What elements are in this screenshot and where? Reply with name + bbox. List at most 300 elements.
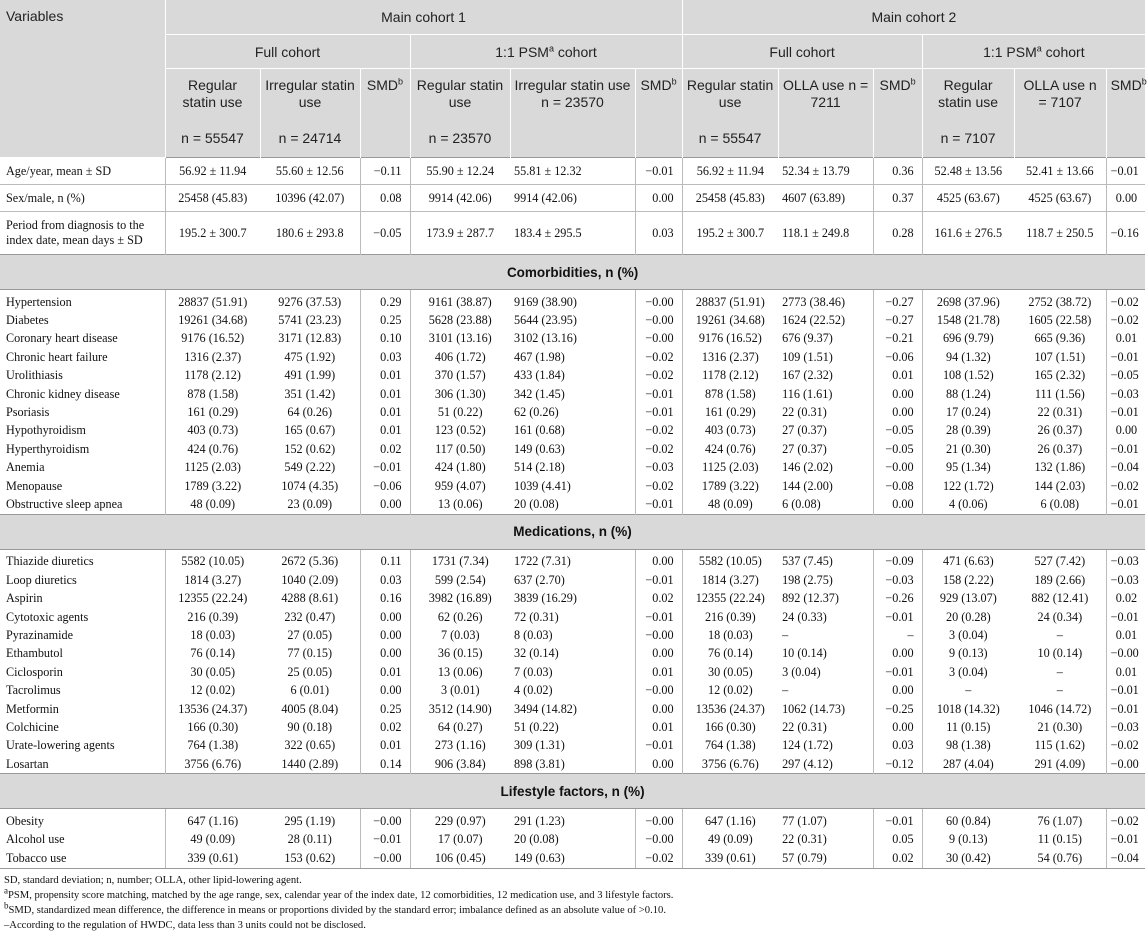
- table-cell: 106 (0.45): [410, 849, 510, 868]
- table-cell: −0.03: [1106, 385, 1145, 403]
- table-cell: 90 (0.18): [287, 719, 333, 734]
- table-cell: 118.7 ± 250.5: [1014, 212, 1106, 255]
- table-cell: −0.03: [1106, 571, 1145, 589]
- table-cell: 22 (0.31): [782, 719, 827, 734]
- table-cell: 0.36: [873, 158, 922, 185]
- table-cell: −0.16: [1106, 212, 1145, 255]
- table-cell: 0.00: [873, 718, 922, 736]
- table-cell: 5582 (10.05): [682, 549, 778, 571]
- table-cell: 514 (2.18): [514, 460, 565, 475]
- table-cell: 49 (0.09): [165, 831, 260, 849]
- table-cell: 403 (0.73): [682, 422, 778, 440]
- row-label: Urate-lowering agents: [6, 738, 115, 753]
- table-cell: 116 (1.61): [782, 386, 833, 401]
- table-cell: −0.00: [635, 311, 682, 329]
- table-cell: 26 (0.37): [1037, 423, 1083, 438]
- table-cell: 3171 (12.83): [278, 331, 342, 346]
- table-row: [0, 831, 1145, 849]
- table-cell: 8 (0.03): [514, 627, 553, 642]
- table-cell: 49 (0.09): [682, 831, 778, 849]
- c2-full-regular-header: Regular statin use: [682, 69, 778, 120]
- table-cell: 152 (0.62): [284, 441, 336, 456]
- c2-psm-cohort-header: 1:1 PSM$^a$ cohort: [922, 35, 1145, 69]
- table-cell: 149 (0.63): [510, 849, 635, 868]
- table-cell: –: [1056, 683, 1063, 698]
- table-cell: 433 (1.84): [514, 368, 565, 383]
- table-cell: 36 (0.15): [410, 645, 510, 663]
- table-cell: 3756 (6.76): [682, 755, 778, 774]
- row-label: Loop diuretics: [6, 572, 77, 587]
- row-label: Menopause: [6, 478, 63, 493]
- row-label: Psoriasis: [6, 405, 50, 420]
- table-cell: 55.90 ± 12.24: [410, 158, 510, 185]
- table-cell: 95 (1.34): [922, 459, 1014, 477]
- table-cell: −0.04: [1106, 459, 1145, 477]
- section-title: Comorbidities, n (%): [0, 255, 1145, 290]
- row-label: Chronic heart failure: [6, 349, 108, 364]
- table-cell: −0.01: [635, 403, 682, 421]
- c2-full-olla-header: OLLA use n = 7211: [778, 69, 873, 158]
- table-cell: 0.16: [360, 589, 410, 607]
- table-cell: −0.00: [873, 459, 922, 477]
- table-cell: −0.04: [1106, 849, 1145, 868]
- table-cell: 22 (0.31): [782, 405, 827, 420]
- table-cell: 10 (0.14): [1037, 646, 1083, 661]
- table-cell: 25 (0.05): [287, 664, 333, 679]
- table-cell: 291 (4.09): [1034, 756, 1086, 771]
- table-cell: 183.4 ± 295.5: [510, 212, 635, 255]
- table-cell: 1316 (2.37): [165, 348, 260, 366]
- c2-psm-regular-header: Regular statin use: [922, 69, 1014, 120]
- table-cell: 309 (1.31): [514, 738, 565, 753]
- table-cell: 0.10: [360, 330, 410, 348]
- table-cell: 98 (1.38): [922, 737, 1014, 755]
- table-cell: 339 (0.61): [682, 849, 778, 868]
- table-cell: 7 (0.03): [514, 664, 553, 679]
- table-cell: 64 (0.26): [287, 405, 333, 420]
- table-cell: –: [873, 626, 922, 644]
- table-row: [0, 495, 1145, 514]
- table-cell: −0.01: [635, 495, 682, 514]
- row-label: Hyperthyroidism: [6, 441, 90, 456]
- table-cell: 0.01: [360, 663, 410, 681]
- table-row: [0, 290, 1145, 312]
- table-cell: 696 (9.79): [922, 330, 1014, 348]
- table-cell: 5741 (23.23): [278, 313, 342, 328]
- table-cell: 18 (0.03): [165, 626, 260, 644]
- table-cell: 3101 (13.16): [410, 330, 510, 348]
- table-cell: 77 (1.07): [782, 814, 827, 829]
- table-cell: 7 (0.03): [410, 626, 510, 644]
- table-cell: 117 (0.50): [410, 440, 510, 458]
- table-row: [0, 737, 1145, 755]
- c1-full-regular-n: n = 55547: [165, 119, 260, 158]
- table-cell: 1040 (2.09): [281, 572, 339, 587]
- table-cell: 10 (0.14): [782, 646, 827, 661]
- table-cell: 0.00: [873, 385, 922, 403]
- row-label: Aspirin: [6, 591, 43, 606]
- table-cell: 0.01: [360, 385, 410, 403]
- table-cell: 297 (4.12): [782, 756, 833, 771]
- table-cell: 232 (0.47): [284, 609, 336, 624]
- table-cell: 21 (0.30): [922, 440, 1014, 458]
- table-cell: 161.6 ± 276.5: [922, 212, 1014, 255]
- table-cell: 892 (12.37): [782, 591, 839, 606]
- c1-psm-irregular-header: Irregular statin use n = 23570: [510, 69, 635, 158]
- table-cell: 2752 (38.72): [1028, 294, 1092, 309]
- table-cell: −0.01: [635, 385, 682, 403]
- row-label: Tacrolimus: [6, 683, 61, 698]
- variables-header: Variables: [0, 0, 165, 158]
- footnote-smd: $^b$SMD, standardized mean difference, the difference in means or proportions divided by the standard error; imbalance defined as an absolute value of >0.10.: [4, 900, 666, 916]
- table-cell: 76 (1.07): [1037, 814, 1083, 829]
- table-cell: 467 (1.98): [514, 349, 565, 364]
- table-cell: 0.29: [360, 290, 410, 312]
- table-cell: 273 (1.16): [410, 737, 510, 755]
- table-cell: 17 (0.24): [922, 403, 1014, 421]
- table-cell: 0.00: [873, 645, 922, 663]
- table-cell: −0.03: [635, 459, 682, 477]
- table-cell: 4005 (8.04): [281, 701, 339, 716]
- row-label: Hypertension: [6, 294, 72, 309]
- table-row: [0, 681, 1145, 699]
- table-cell: 195.2 ± 300.7: [682, 212, 778, 255]
- table-cell: 0.01: [360, 737, 410, 755]
- table-cell: −0.11: [360, 158, 410, 185]
- table-cell: 11 (0.15): [1037, 832, 1082, 847]
- table-cell: 4288 (8.61): [281, 591, 339, 606]
- row-label: Diabetes: [6, 313, 49, 328]
- table-cell: 3 (0.04): [782, 664, 821, 679]
- table-cell: 351 (1.42): [284, 386, 336, 401]
- table-cell: 0.03: [873, 737, 922, 755]
- table-cell: 1039 (4.41): [514, 478, 571, 493]
- table-cell: 878 (1.58): [165, 385, 260, 403]
- table-cell: 6 (0.08): [782, 496, 821, 511]
- smd-header: SMD$^b$: [873, 69, 922, 158]
- table-cell: 5628 (23.88): [410, 311, 510, 329]
- table-cell: 1018 (14.32): [922, 700, 1014, 718]
- table-cell: 161 (0.29): [682, 403, 778, 421]
- table-cell: 0.00: [873, 495, 922, 514]
- table-cell: 55.81 ± 12.32: [510, 158, 635, 185]
- table-cell: 144 (2.00): [782, 478, 833, 493]
- table-cell: 57 (0.79): [778, 849, 873, 868]
- table-cell: 0.14: [360, 755, 410, 774]
- table-cell: −0.01: [873, 809, 922, 831]
- c1-full-irregular-n: n = 24714: [260, 119, 360, 158]
- table-cell: −0.01: [1106, 681, 1145, 699]
- table-cell: 216 (0.39): [165, 608, 260, 626]
- table-cell: 28837 (51.91): [165, 290, 260, 312]
- c2-full-cohort-header: Full cohort: [682, 35, 922, 69]
- table-cell: 342 (1.45): [514, 386, 565, 401]
- table-cell: 72 (0.31): [514, 609, 559, 624]
- table-cell: −0.01: [1106, 608, 1145, 626]
- table-cell: 9276 (37.53): [278, 294, 342, 309]
- table-cell: 3839 (16.29): [514, 591, 577, 606]
- table-cell: 51 (0.22): [410, 403, 510, 421]
- row-label: Period from diagnosis to the index date, mean days ± SD: [0, 212, 165, 255]
- table-cell: 9161 (38.87): [410, 290, 510, 312]
- table-cell: 118.1 ± 249.8: [778, 212, 873, 255]
- table-cell: 21 (0.30): [1037, 719, 1083, 734]
- table-cell: 3 (0.01): [410, 681, 510, 699]
- table-cell: 111 (1.56): [1034, 386, 1085, 401]
- table-cell: −0.00: [360, 809, 410, 831]
- table-row: [0, 700, 1145, 718]
- table-cell: 764 (1.38): [682, 737, 778, 755]
- table-cell: −0.06: [873, 348, 922, 366]
- table-cell: 52.48 ± 13.56: [922, 158, 1014, 185]
- table-cell: −0.00: [635, 330, 682, 348]
- table-cell: 0.11: [360, 549, 410, 571]
- table-cell: 3494 (14.82): [514, 701, 577, 716]
- table-cell: 167 (2.32): [782, 368, 833, 383]
- table-cell: 0.00: [360, 608, 410, 626]
- table-cell: −0.26: [873, 589, 922, 607]
- row-label: Chronic kidney disease: [6, 386, 120, 401]
- table-cell: −0.03: [1106, 549, 1145, 571]
- table-cell: 1722 (7.31): [514, 554, 571, 569]
- section-title: Lifestyle factors, n (%): [0, 774, 1145, 809]
- table-cell: 166 (0.30): [165, 718, 260, 736]
- table-row: [0, 477, 1145, 495]
- table-cell: 2672 (5.36): [281, 554, 339, 569]
- table-cell: 6 (0.08): [1040, 496, 1080, 511]
- table-cell: 24 (0.33): [782, 609, 827, 624]
- table-cell: 0.03: [360, 348, 410, 366]
- table-cell: 166 (0.30): [682, 718, 778, 736]
- row-label: Ciclosporin: [6, 664, 63, 679]
- table-cell: 28 (0.39): [922, 422, 1014, 440]
- table-cell: 537 (7.45): [782, 554, 833, 569]
- table-cell: 0.01: [360, 367, 410, 385]
- table-cell: 0.25: [360, 311, 410, 329]
- table-cell: 295 (1.19): [284, 814, 336, 829]
- smd-header: SMD$^b$: [1106, 69, 1145, 158]
- table-cell: −0.02: [1106, 737, 1145, 755]
- table-cell: −0.01: [1106, 495, 1145, 514]
- table-cell: 48 (0.09): [165, 495, 260, 514]
- table-cell: 173.9 ± 287.7: [410, 212, 510, 255]
- c1-psm-cohort-header: 1:1 PSM$^a$ cohort: [410, 35, 682, 69]
- row-label: Obstructive sleep apnea: [6, 496, 123, 511]
- table-cell: 3102 (13.16): [514, 331, 577, 346]
- row-label: Tobacco use: [0, 849, 165, 868]
- table-cell: −0.02: [635, 477, 682, 495]
- table-cell: 25458 (45.83): [165, 185, 260, 212]
- table-cell: 5582 (10.05): [165, 549, 260, 571]
- table-row: [0, 422, 1145, 440]
- c1-psm-regular-header: Regular statin use: [410, 69, 510, 120]
- table-cell: 4607 (63.89): [778, 185, 873, 212]
- table-cell: −0.00: [635, 681, 682, 699]
- table-cell: 0.08: [360, 185, 410, 212]
- table-cell: 878 (1.58): [682, 385, 778, 403]
- table-cell: 1731 (7.34): [410, 549, 510, 571]
- table-cell: −0.01: [360, 831, 410, 849]
- table-cell: 56.92 ± 11.94: [682, 158, 778, 185]
- table-footnotes: [0, 869, 1145, 933]
- table-cell: 77 (0.15): [287, 646, 333, 661]
- table-cell: 17 (0.07): [410, 831, 510, 849]
- table-cell: −0.02: [635, 422, 682, 440]
- row-label: Obesity: [6, 814, 44, 829]
- table-cell: 0.00: [635, 549, 682, 571]
- table-cell: 424 (0.76): [682, 440, 778, 458]
- table-cell: –: [1056, 627, 1063, 642]
- table-cell: 153 (0.62): [260, 849, 360, 868]
- table-cell: 0.00: [360, 495, 410, 514]
- c2-psm-olla-header: OLLA use n = 7107: [1014, 69, 1106, 158]
- table-cell: 929 (13.07): [922, 589, 1014, 607]
- table-cell: 144 (2.03): [1034, 478, 1086, 493]
- row-label: Losartan: [6, 756, 49, 771]
- table-cell: 3756 (6.76): [165, 755, 260, 774]
- table-cell: 122 (1.72): [922, 477, 1014, 495]
- table-cell: 527 (7.42): [1034, 554, 1086, 569]
- table-cell: 0.01: [1106, 330, 1145, 348]
- table-cell: 424 (1.80): [410, 459, 510, 477]
- table-cell: 0.03: [635, 212, 682, 255]
- table-cell: 6 (0.01): [290, 683, 330, 698]
- table-cell: 11 (0.15): [922, 718, 1014, 736]
- table-cell: 30 (0.05): [165, 663, 260, 681]
- table-cell: 676 (9.37): [782, 331, 833, 346]
- table-cell: −0.01: [1106, 403, 1145, 421]
- table-cell: 0.00: [635, 755, 682, 774]
- table-cell: 0.03: [360, 571, 410, 589]
- table-cell: 0.28: [873, 212, 922, 255]
- table-cell: −0.27: [873, 311, 922, 329]
- table-cell: 88 (1.24): [922, 385, 1014, 403]
- table-cell: 406 (1.72): [410, 348, 510, 366]
- table-body: [0, 158, 1145, 869]
- table-cell: −0.00: [635, 626, 682, 644]
- table-cell: −0.02: [635, 849, 682, 868]
- table-header: [0, 0, 1145, 158]
- section-medications: [0, 514, 1145, 549]
- table-cell: −0.01: [635, 571, 682, 589]
- table-cell: –: [782, 683, 789, 698]
- table-cell: 0.00: [360, 645, 410, 663]
- row-label: Colchicine: [6, 719, 59, 734]
- row-label: Hypothyroidism: [6, 423, 86, 438]
- c1-full-irregular-header: Irregular statin use: [260, 69, 360, 120]
- table-cell: 0.01: [873, 367, 922, 385]
- table-cell: 30 (0.42): [922, 849, 1014, 868]
- table-cell: −0.06: [360, 477, 410, 495]
- table-cell: 665 (9.36): [1034, 331, 1086, 346]
- table-cell: 0.02: [360, 440, 410, 458]
- table-cell: 51 (0.22): [514, 719, 559, 734]
- table-cell: 9 (0.13): [922, 645, 1014, 663]
- cohort2-header: Main cohort 2: [682, 0, 1145, 35]
- table-cell: 9169 (38.90): [514, 294, 577, 309]
- table-cell: −0.01: [635, 608, 682, 626]
- table-cell: –: [1056, 664, 1063, 679]
- smd-header: SMD$^b$: [360, 69, 410, 158]
- table-cell: 549 (2.22): [284, 460, 336, 475]
- table-cell: 48 (0.09): [682, 495, 778, 514]
- row-label: Metformin: [6, 701, 59, 716]
- table-cell: 146 (2.02): [782, 460, 833, 475]
- table-cell: 0.00: [873, 681, 922, 699]
- table-cell: −0.02: [635, 348, 682, 366]
- table-cell: −0.25: [873, 700, 922, 718]
- table-cell: 12355 (22.24): [682, 589, 778, 607]
- table-cell: 959 (4.07): [410, 477, 510, 495]
- table-cell: 491 (1.99): [284, 368, 336, 383]
- table-cell: 291 (1.23): [514, 814, 565, 829]
- table-cell: 22 (0.31): [782, 832, 827, 847]
- row-label: Sex/male, n (%): [0, 185, 165, 212]
- c2-psm-regular-n: n = 7107: [922, 119, 1014, 158]
- table-row: [0, 330, 1145, 348]
- table-cell: 1605 (22.58): [1028, 313, 1092, 328]
- table-row: [0, 459, 1145, 477]
- table-cell: 94 (1.32): [922, 348, 1014, 366]
- table-cell: −0.01: [873, 663, 922, 681]
- table-cell: 12355 (22.24): [165, 589, 260, 607]
- table-cell: 0.01: [635, 663, 682, 681]
- table-cell: 189 (2.66): [1034, 572, 1086, 587]
- table-cell: 1125 (2.03): [682, 459, 778, 477]
- table-row: [0, 663, 1145, 681]
- table-cell: 0.01: [360, 422, 410, 440]
- table-cell: 1440 (2.89): [281, 756, 339, 771]
- table-cell: 1178 (2.12): [165, 367, 260, 385]
- table-cell: −0.00: [360, 849, 410, 868]
- section-title: Medications, n (%): [0, 514, 1145, 549]
- table-cell: −0.03: [873, 571, 922, 589]
- table-row: [0, 626, 1145, 644]
- row-label: Cytotoxic agents: [6, 609, 89, 624]
- table-cell: 339 (0.61): [165, 849, 260, 868]
- table-row: [0, 718, 1145, 736]
- table-cell: 906 (3.84): [410, 755, 510, 774]
- table-cell: 0.00: [635, 185, 682, 212]
- table-cell: 109 (1.51): [782, 349, 833, 364]
- table-cell: 0.05: [873, 831, 922, 849]
- row-label: Age/year, mean ± SD: [0, 158, 165, 185]
- table-cell: 2698 (37.96): [922, 290, 1014, 312]
- table-row: [0, 849, 1145, 868]
- table-cell: 4 (0.02): [514, 683, 553, 698]
- table-row: [0, 185, 1145, 212]
- c2-full-regular-n: n = 55547: [682, 119, 778, 158]
- table-cell: 9 (0.13): [922, 831, 1014, 849]
- table-cell: 0.00: [1106, 185, 1145, 212]
- section-comorbidities: [0, 255, 1145, 290]
- table-cell: 132 (1.86): [1034, 460, 1086, 475]
- table-cell: 0.37: [873, 185, 922, 212]
- table-cell: 13536 (24.37): [682, 700, 778, 718]
- table-cell: 27 (0.05): [287, 627, 333, 642]
- table-cell: 195.2 ± 300.7: [165, 212, 260, 255]
- table-cell: 647 (1.16): [165, 809, 260, 831]
- table-cell: 1814 (3.27): [165, 571, 260, 589]
- table-cell: 60 (0.84): [922, 809, 1014, 831]
- table-cell: 19261 (34.68): [682, 311, 778, 329]
- table-cell: 0.01: [1106, 663, 1145, 681]
- table-cell: 1125 (2.03): [165, 459, 260, 477]
- table-cell: 0.00: [635, 700, 682, 718]
- table-cell: 62 (0.26): [410, 608, 510, 626]
- table-cell: 76 (0.14): [682, 645, 778, 663]
- table-cell: 13 (0.06): [410, 663, 510, 681]
